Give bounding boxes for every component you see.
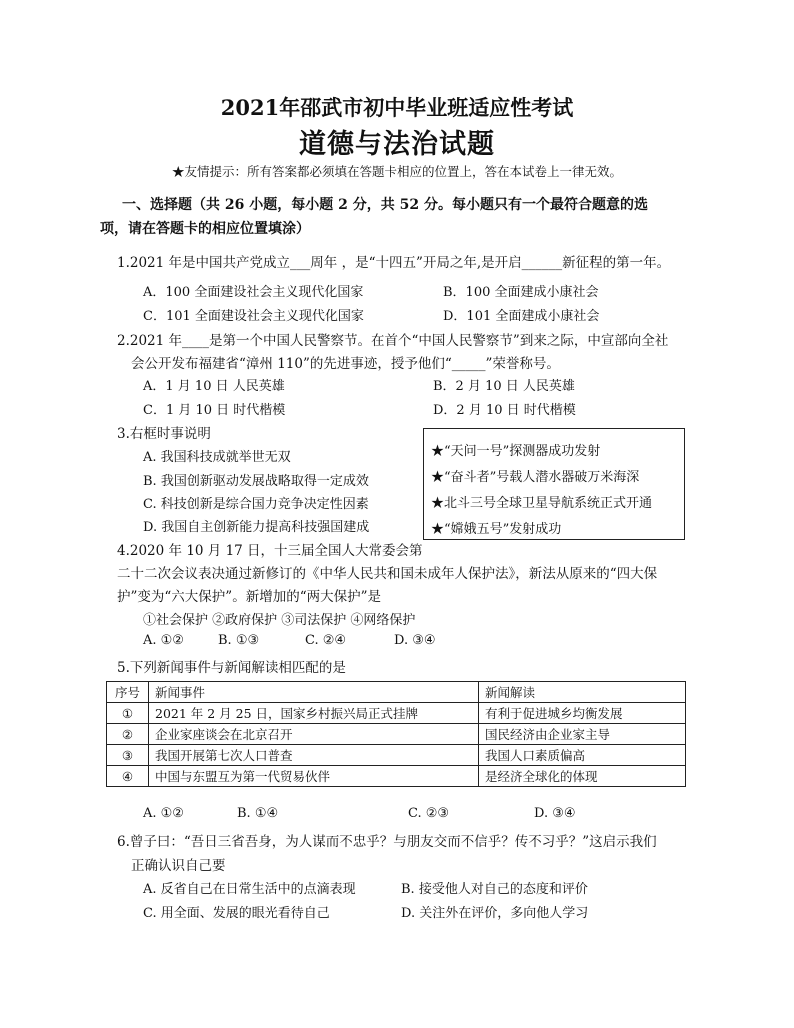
q3-stem: 3.右框时事说明 — [117, 426, 211, 442]
q6-option-b: B. 接受他人对自己的态度和评价 — [401, 882, 588, 897]
q4-option-b: B. ①③ — [218, 633, 260, 648]
table-cell: 是经济全球化的体现 — [479, 766, 686, 787]
q6-option-c: C. 用全面、发展的眼光看待自己 — [143, 906, 330, 921]
q2-option-c: C．1 月 10 日 时代楷模 — [143, 403, 286, 418]
q3-box-item: ★北斗三号全球卫星导航系统正式开通 — [431, 496, 653, 511]
q6-stem-line2: 正确认识自己要 — [131, 858, 226, 874]
q6-stem-line1: 6.曾子曰：“吾日三省吾身，为人谋而不忠乎？与朋友交而不信乎？传不习乎？”这启示我们 — [117, 834, 657, 850]
section-heading — [100, 193, 685, 241]
table-cell: ① — [107, 703, 149, 724]
q3-box-item: ★“嫦娥五号”发射成功 — [431, 522, 562, 537]
q5-news-table — [106, 681, 686, 787]
table-cell: 我国人口素质偏高 — [479, 745, 686, 766]
table-cell: 我国开展第七次人口普查 — [149, 745, 479, 766]
q3-option-a: A. 我国科技成就举世无双 — [143, 450, 291, 465]
q6-option-d: D. 关注外在评价，多向他人学习 — [401, 906, 589, 921]
q1-option-b: B．100 全面建成小康社会 — [443, 285, 599, 300]
q2-stem-line1: 2.2021 年____是第一个中国人民警察节。在首个“中国人民警察节”到来之际，中宣部向全社 — [117, 333, 669, 349]
q3-news-box — [423, 428, 685, 540]
q5-option-d: D. ③④ — [534, 806, 576, 821]
table-cell: ② — [107, 724, 149, 745]
table-cell: ③ — [107, 745, 149, 766]
q3-box-item: ★“奋斗者”号载人潜水器破万米海深 — [431, 470, 640, 485]
q1-option-a: A．100 全面建设社会主义现代化国家 — [143, 285, 364, 300]
q3-box-item: ★“天问一号”探测器成功发射 — [431, 444, 601, 459]
table-header: 序号 — [107, 682, 149, 703]
q5-stem: 5.下列新闻事件与新闻解读相匹配的是 — [117, 660, 346, 676]
table-row — [107, 703, 686, 724]
q1-option-c: C．101 全面建设社会主义现代化国家 — [143, 309, 364, 324]
friendly-tip: ★友情提示：所有答案都必须填在答题卡相应的位置上，答在本试卷上一律无效。 — [171, 164, 622, 179]
q5-option-b: B. ①④ — [237, 806, 279, 821]
q4-stem-line3: 护”变为“六大保护”。新增加的“两大保护”是 — [117, 589, 382, 605]
q6-option-a: A. 反省自己在日常生活中的点滴表现 — [143, 882, 356, 897]
q5-option-a: A. ①② — [143, 806, 184, 821]
q2-option-a: A．1 月 10 日 人民英雄 — [143, 379, 285, 394]
q3-option-d: D. 我国自主创新能力提高科技强国建成 — [143, 520, 370, 535]
q2-stem-line2: 会公开发布福建省“漳州 110”的先进事迹，授予他们“_____”荣誉称号。 — [131, 356, 560, 372]
q3-option-b: B. 我国创新驱动发展战略取得一定成效 — [143, 474, 369, 489]
q1-option-d: D．101 全面建成小康社会 — [443, 309, 600, 324]
table-cell: 有利于促进城乡均衡发展 — [479, 703, 686, 724]
table-header: 新闻解读 — [479, 682, 686, 703]
table-row — [107, 766, 686, 787]
q1-stem: 1.2021 年是中国共产党成立___周年 ，是“十四五”开局之年,是开启______新征程的第一年。 — [117, 255, 671, 271]
q2-option-d: D．2 月 10 日 时代楷模 — [433, 403, 576, 418]
table-cell: 中国与东盟互为第一代贸易伙伴 — [149, 766, 479, 787]
table-cell: 国民经济由企业家主导 — [479, 724, 686, 745]
q2-option-b: B．2 月 10 日 人民英雄 — [433, 379, 575, 394]
q4-stem-line1: 4.2020 年 10 月 17 日，十三届全国人大常委会第 — [117, 543, 423, 559]
subject-title: 道德与法治试题 — [299, 129, 495, 160]
table-cell: ④ — [107, 766, 149, 787]
q4-option-d: D. ③④ — [394, 633, 436, 648]
table-row — [107, 724, 686, 745]
table-header-row — [107, 682, 686, 703]
table-cell: 2021 年 2 月 25 日，国家乡村振兴局正式挂牌 — [149, 703, 479, 724]
section-heading-line1: 一、选择题（共 26 小题，每小题 2 分，共 52 分。每小题只有一个最符合题意的选 — [122, 197, 648, 213]
q3-option-c: C. 科技创新是综合国力竞争决定性因素 — [143, 497, 369, 512]
q4-option-c: C. ②④ — [305, 633, 347, 648]
table-row — [107, 745, 686, 766]
q5-option-c: C. ②③ — [408, 806, 450, 821]
exam-title: 2021年邵武市初中毕业班适应性考试 — [220, 95, 574, 120]
q4-items: ①社会保护 ②政府保护 ③司法保护 ④网络保护 — [143, 613, 416, 628]
table-header: 新闻事件 — [149, 682, 479, 703]
section-heading-line2: 项，请在答题卡的相应位置填涂） — [100, 221, 310, 237]
q4-option-a: A. ①② — [143, 633, 184, 648]
q4-stem-line2: 二十二次会议表决通过新修订的《中华人民共和国未成年人保护法》，新法从原来的“四大保 — [117, 566, 658, 582]
table-cell: 企业家座谈会在北京召开 — [149, 724, 479, 745]
